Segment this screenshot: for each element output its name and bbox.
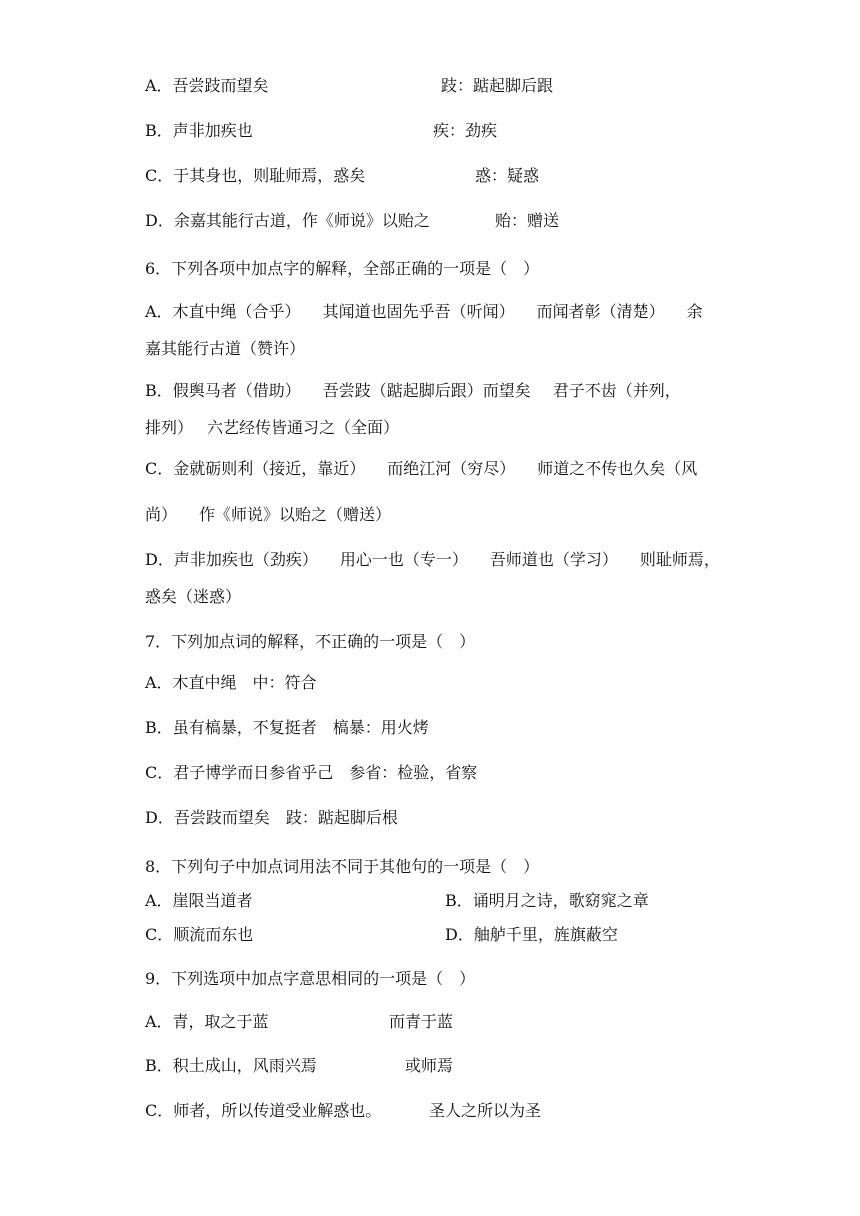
- q9-option-a-right: 而青于蓝: [389, 1012, 454, 1031]
- q6-option-d-line1: [145, 550, 720, 570]
- q9-option-c-left: C．师者，所以传道受业解惑也。: [145, 1101, 382, 1120]
- q6-c-item: 尚）: [145, 505, 178, 524]
- q6-a-item: A．木直中绳（合乎）: [145, 302, 301, 321]
- q8-option-d: D．舳舻千里，旌旗蔽空: [445, 925, 618, 944]
- q7-option-c: C．君子博学而日参省乎己 参省：检验，省察: [145, 763, 478, 782]
- q9-option-c-right: 圣人之所以为圣: [429, 1101, 542, 1120]
- q6-option-a-line2: 嘉其能行古道（赞许）: [145, 339, 306, 358]
- q6-b-item: 君子不齿（并列，: [552, 381, 681, 400]
- q5-option-a-gloss: 跂：踮起脚后跟: [441, 76, 554, 95]
- q8-option-a: A．崖限当道者: [145, 891, 253, 910]
- q6-option-c-line1: [145, 459, 697, 479]
- q6-b-item: 六艺经传皆通习之（全面）: [207, 418, 400, 437]
- q6-d-item: 则耻师焉，: [639, 550, 720, 569]
- q9-option-a-left: A．青，取之于蓝: [145, 1012, 269, 1031]
- q6-d-item: 吾师道也（学习）: [489, 550, 618, 569]
- q6-a-item: 其闻道也固先乎吾（听闻）: [322, 302, 515, 321]
- q6-b-item: 排列）: [145, 418, 194, 437]
- q6-option-c-line2: [145, 505, 391, 525]
- q6-d-item: 用心一也（专一）: [339, 550, 468, 569]
- q5-option-d-gloss: 贻：赠送: [495, 211, 560, 230]
- q9-option-b-left: B．积土成山，风雨兴焉: [145, 1056, 317, 1075]
- q5-option-c-gloss: 惑：疑惑: [475, 166, 540, 185]
- q6-b-item: 吾尝跂（踮起脚后跟）而望矣: [322, 381, 531, 400]
- q8-stem: 8．下列句子中加点词用法不同于其他句的一项是（ ）: [145, 857, 540, 876]
- q6-a-item: 余: [686, 302, 703, 321]
- q6-option-d-line2: 惑矣（迷惑）: [145, 587, 242, 606]
- q9-stem: 9．下列选项中加点字意思相同的一项是（ ）: [145, 969, 476, 988]
- q5-option-c-text: C．于其身也，则耻师焉，惑矣: [145, 166, 366, 185]
- q6-d-item: D．声非加疾也（劲疾）: [145, 550, 318, 569]
- q7-option-d: D．吾尝跂而望矣 跂：踮起脚后根: [145, 808, 398, 827]
- q6-option-a-line1: [145, 302, 703, 322]
- q6-b-item: B．假舆马者（借助）: [145, 381, 301, 400]
- q5-option-b-text: B．声非加疾也: [145, 121, 253, 140]
- q6-c-item: 而绝江河（穷尽）: [387, 459, 516, 478]
- q7-option-b: B．虽有槁暴，不复挺者 槁暴：用火烤: [145, 718, 429, 737]
- q6-c-item: 师道之不传也久矣（风: [537, 459, 698, 478]
- q5-option-b-gloss: 疾：劲疾: [433, 121, 498, 140]
- q9-option-b-right: 或师焉: [405, 1056, 454, 1075]
- q8-option-c: C．顺流而东也: [145, 925, 254, 944]
- q6-c-item: C．金就砺则利（接近，靠近）: [145, 459, 366, 478]
- q7-stem: 7．下列加点词的解释，不正确的一项是（ ）: [145, 632, 476, 651]
- q7-option-a: A．木直中绳 中：符合: [145, 673, 317, 692]
- q5-option-a-text: A．吾尝跂而望矣: [145, 76, 269, 95]
- q8-option-b: B．诵明月之诗，歌窈窕之章: [445, 891, 649, 910]
- q6-a-item: 而闻者彰（清楚）: [536, 302, 665, 321]
- q5-option-d-text: D．余嘉其能行古道，作《师说》以贻之: [145, 211, 430, 230]
- q6-stem: 6．下列各项中加点字的解释，全部正确的一项是（ ）: [145, 259, 540, 278]
- q6-option-b-line2: [145, 418, 399, 438]
- q6-option-b-line1: [145, 381, 681, 401]
- q6-c-item: 作《师说》以贻之（赠送）: [199, 505, 392, 524]
